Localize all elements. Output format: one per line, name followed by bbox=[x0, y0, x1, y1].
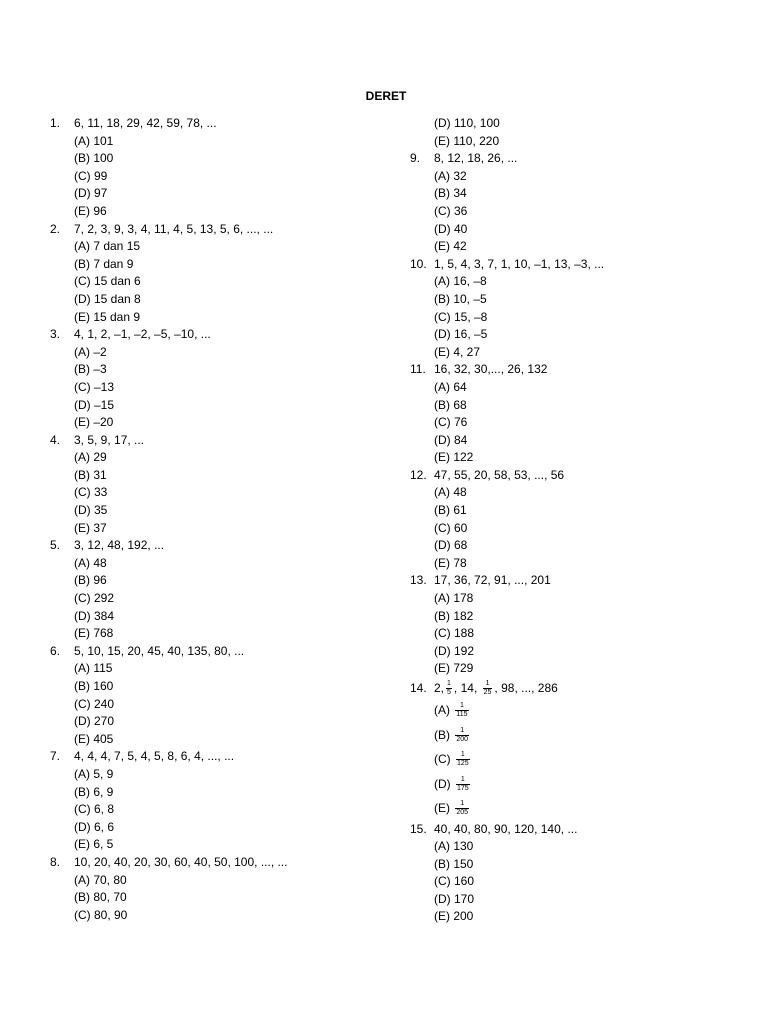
option-c: (C) –13 bbox=[74, 379, 115, 394]
option-d: (D) $\frac{1}{175}$ bbox=[434, 775, 469, 792]
left-column bbox=[50, 115, 288, 924]
question-8: 8. 10, 20, 40, 20, 30, 60, 40, 50, 100, ..., ... bbox=[50, 854, 288, 869]
question-text: 40, 40, 80, 90, 120, 140, ... bbox=[434, 821, 578, 836]
option-a: (A) $\frac{1}{115}$ bbox=[434, 702, 468, 719]
question-text: 5, 10, 15, 20, 45, 40, 135, 80, ... bbox=[74, 643, 245, 658]
fraction: $\frac{1}{175}$ bbox=[457, 775, 469, 792]
question-9: 9. 8, 12, 18, 26, ... bbox=[410, 151, 518, 166]
fraction: $\frac{1}{115}$ bbox=[456, 702, 468, 719]
question-text: 3, 5, 9, 17, ... bbox=[74, 432, 145, 447]
fraction: $\frac{1}{200}$ bbox=[456, 726, 469, 743]
option-e: (E) 768 bbox=[74, 626, 114, 641]
option-c: (C) 160 bbox=[434, 874, 475, 889]
question-3: 3. 4, 1, 2, –1, –2, –5, –10, ... bbox=[50, 327, 211, 342]
option-a: (A) 64 bbox=[434, 379, 467, 394]
option-d: (D) 40 bbox=[434, 221, 468, 236]
question-text: 6, 11, 18, 29, 42, 59, 78, ... bbox=[74, 116, 217, 130]
question-12: 12. 47, 55, 20, 58, 53, ..., 56 bbox=[410, 467, 565, 482]
option-a: (A) 101 bbox=[74, 133, 114, 148]
option-e: (E) 37 bbox=[74, 520, 107, 535]
option-c: (C) 99 bbox=[74, 168, 108, 183]
option-e: (E) 42 bbox=[434, 239, 467, 254]
question-text: 47, 55, 20, 58, 53, ..., 56 bbox=[434, 467, 565, 482]
question-text: 4, 1, 2, –1, –2, –5, –10, ... bbox=[74, 327, 211, 342]
option-c: (C) 33 bbox=[74, 485, 108, 500]
question-text: 10, 20, 40, 20, 30, 60, 40, 50, 100, ..., ... bbox=[74, 854, 288, 869]
option-b: (B) 6, 9 bbox=[74, 784, 114, 799]
option-d: (D) 68 bbox=[434, 538, 468, 553]
question-text: 3, 12, 48, 192, ... bbox=[74, 538, 165, 553]
option-c: (C) 36 bbox=[434, 203, 468, 218]
option-a: (A) 130 bbox=[434, 839, 474, 854]
option-b: (B) 150 bbox=[434, 856, 474, 871]
question-6: 6. 5, 10, 15, 20, 45, 40, 135, 80, ... bbox=[50, 643, 245, 658]
question-14: 14. 2, $\frac{1}{5}$ , 14, $\frac{1}{25}$ , 98, ..., 286 bbox=[410, 680, 558, 697]
option-d: (D) –15 bbox=[74, 397, 115, 412]
fraction: $\frac{1}{5}$ bbox=[447, 680, 451, 697]
question-2: 2. 7, 2, 3, 9, 3, 4, 11, 4, 5, 13, 5, 6, ..., ... bbox=[50, 221, 274, 236]
option-a: (A) –2 bbox=[74, 344, 107, 359]
question-text: 8, 12, 18, 26, ... bbox=[434, 151, 518, 166]
option-b: (B) 160 bbox=[74, 679, 114, 693]
option-d: (D) 16, –5 bbox=[434, 327, 488, 342]
option-a: (A) 48 bbox=[74, 555, 107, 570]
option-c: (C) 76 bbox=[434, 415, 468, 430]
fraction: $\frac{1}{205}$ bbox=[456, 800, 469, 817]
option-b: (B) 7 dan 9 bbox=[74, 256, 134, 271]
question-text: 7, 2, 3, 9, 3, 4, 11, 4, 5, 13, 5, 6, ..., ... bbox=[74, 221, 274, 236]
option-c: (C) 15 dan 6 bbox=[74, 274, 141, 289]
option-a: (A) 115 bbox=[74, 661, 113, 676]
option-d: (D) 192 bbox=[434, 643, 475, 658]
option-a: (A) 178 bbox=[434, 591, 474, 606]
question-1: 1. 6, 11, 18, 29, 42, 59, 78, ... bbox=[50, 116, 217, 130]
question-text: 17, 36, 72, 91, ..., 201 bbox=[434, 573, 551, 588]
question-text: 4, 4, 4, 7, 5, 4, 5, 8, 6, 4, ..., ... bbox=[74, 749, 235, 764]
option-d: (D) 35 bbox=[74, 503, 108, 518]
option-e: (E) 729 bbox=[434, 661, 474, 676]
option-a: (A) 7 dan 15 bbox=[74, 239, 141, 254]
option-a: (A) 32 bbox=[434, 168, 467, 183]
question-5: 5. 3, 12, 48, 192, ... bbox=[50, 538, 165, 553]
option-d: (D) 15 dan 8 bbox=[74, 291, 141, 306]
option-b: (B) –3 bbox=[74, 362, 107, 377]
option-b: (B) 68 bbox=[434, 397, 467, 412]
question-text: 1, 5, 4, 3, 7, 1, 10, –1, 13, –3, ... bbox=[434, 256, 605, 271]
option-c: (C) 240 bbox=[74, 696, 115, 711]
option-a: (A) 16, –8 bbox=[434, 274, 487, 289]
option-d: (D) 170 bbox=[434, 891, 475, 906]
option-b: (B) 182 bbox=[434, 608, 474, 623]
fraction: $\frac{1}{125}$ bbox=[457, 751, 469, 768]
option-e: (E) 4, 27 bbox=[434, 344, 481, 359]
q14-part: , 14, bbox=[453, 681, 478, 695]
option-e: (E) –20 bbox=[74, 415, 114, 430]
option-b: (B) 31 bbox=[74, 467, 107, 482]
option-d: (D) 384 bbox=[74, 608, 115, 623]
question-4: 4. 3, 5, 9, 17, ... bbox=[50, 432, 145, 447]
option-c: (C) 6, 8 bbox=[74, 802, 115, 817]
q14-part: , 98, ..., 286 bbox=[494, 681, 558, 695]
option-a: (A) 29 bbox=[74, 450, 107, 465]
option-c: (C) 80, 90 bbox=[74, 907, 128, 922]
option-d: (D) 270 bbox=[74, 714, 115, 729]
question-13: 13. 17, 36, 72, 91, ..., 201 bbox=[410, 573, 551, 588]
option-d: (D) 6, 6 bbox=[74, 819, 115, 834]
option-e: (E) 96 bbox=[74, 203, 107, 218]
option-b: (B) 100 bbox=[74, 151, 114, 166]
question-11: 11. 16, 32, 30,..., 26, 132 bbox=[410, 362, 548, 377]
option-e: (E) 110, 220 bbox=[434, 133, 500, 148]
q14-part: 2, bbox=[434, 681, 445, 695]
question-15: 15. 40, 40, 80, 90, 120, 140, ... bbox=[410, 821, 578, 836]
option-e: (E) 122 bbox=[434, 450, 474, 465]
option-a: (A) 48 bbox=[434, 485, 467, 500]
question-7: 7. 4, 4, 4, 7, 5, 4, 5, 8, 6, 4, ..., ... bbox=[50, 749, 235, 764]
option-e: (E) $\frac{1}{205}$ bbox=[434, 800, 469, 817]
option-e: (E) 78 bbox=[434, 555, 467, 570]
option-d: (D) 110, 100 bbox=[434, 116, 500, 130]
option-b: (B) 96 bbox=[74, 573, 107, 588]
option-b: (B) 34 bbox=[434, 186, 467, 201]
option-e: (E) 200 bbox=[434, 909, 474, 924]
option-c: (C) 15, –8 bbox=[434, 309, 488, 324]
right-column bbox=[410, 115, 604, 926]
option-b: (B) $\frac{1}{200}$ bbox=[434, 726, 469, 743]
option-a: (A) 5, 9 bbox=[74, 766, 114, 781]
option-e: (E) 405 bbox=[74, 731, 114, 746]
page-title: DERET bbox=[365, 89, 407, 103]
option-c: (C) 60 bbox=[434, 520, 468, 535]
option-d: (D) 97 bbox=[74, 186, 108, 201]
option-c: (C) 188 bbox=[434, 626, 475, 641]
option-c: (C) 292 bbox=[74, 591, 115, 606]
question-10: 10. 1, 5, 4, 3, 7, 1, 10, –1, 13, –3, ... bbox=[410, 256, 605, 271]
option-b: (B) 10, –5 bbox=[434, 291, 487, 306]
option-e: (E) 15 dan 9 bbox=[74, 309, 141, 324]
option-b: (B) 80, 70 bbox=[74, 890, 127, 905]
option-a: (A) 70, 80 bbox=[74, 872, 127, 887]
option-d: (D) 84 bbox=[434, 432, 468, 447]
option-b: (B) 61 bbox=[434, 503, 467, 518]
option-c: (C) $\frac{1}{125}$ bbox=[434, 751, 469, 768]
question-text: 16, 32, 30,..., 26, 132 bbox=[434, 362, 548, 377]
option-e: (E) 6, 5 bbox=[74, 837, 114, 852]
fraction: $\frac{1}{25}$ bbox=[483, 680, 492, 697]
